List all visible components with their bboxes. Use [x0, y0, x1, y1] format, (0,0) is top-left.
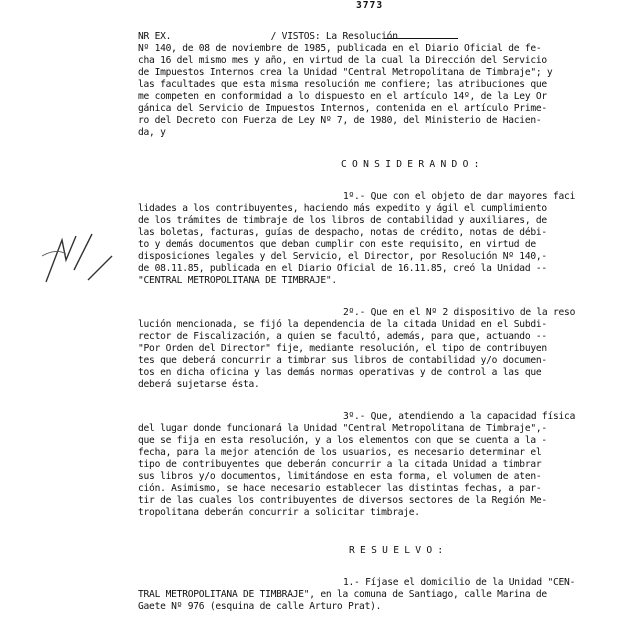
para1-line: de 08.11.85, publicada en el Diario Oficial de 16.11.85, creó la Unidad --	[138, 263, 547, 274]
para2-line: tos en dicha oficina y las demás normas operativas y de control a las que	[138, 367, 542, 378]
para3-line: ción. Asimismo, se hace necesario establecer las distintas fechas, a par-	[138, 483, 542, 494]
para2-line: 2º.- Que en el Nº 2 dispositivo de la reso	[343, 307, 576, 318]
para2-line: tes que deberá concurrir a timbrar sus libros de contabilidad y/o documen-	[138, 355, 547, 366]
para3-line: 3º.- Que, atendiendo a la capacidad física	[343, 411, 576, 422]
para3-line: del lugar donde funcionará la Unidad "Central Metropolitana de Timbraje",-	[138, 423, 547, 434]
para2-line: lución mencionada, se fijó la dependencia de la citada Unidad en el Subdi-	[138, 319, 547, 330]
header-line: NR EX. / VISTOS: La Resolución	[138, 31, 398, 42]
para1-line: 1º.- Que con el objeto de dar mayores faci	[343, 191, 576, 202]
para3-line: tipo de contribuyentes que deberán concurrir a la citada Unidad a timbrar	[138, 459, 542, 470]
para1-line: lidades a los contribuyentes, haciendo más expedito y ágil el cumplimiento	[138, 203, 547, 214]
header-line: gánica del Servicio de Impuestos Internos, contenida en el artículo Prime-	[138, 103, 547, 114]
para1-line: las boletas, facturas, guías de despacho, notas de crédito, notas de débi-	[138, 227, 547, 238]
header-line: me competen en conformidad a lo dispuesto en el artículo 14º, de la Ley Or	[138, 91, 547, 102]
header-line: Nº 140, de 08 de noviembre de 1985, publicada en el Diario Oficial de fe-	[138, 43, 542, 54]
resolution1-line: Gaete Nº 976 (esquina de calle Arturo Prat).	[138, 601, 382, 612]
header-line: cha 16 del mismo mes y año, en virtud de la cual la Dirección del Servicio	[138, 55, 547, 66]
para2-line: deberá sujetarse ésta.	[138, 379, 260, 390]
resuelvo-heading: R E S U E L V O :	[349, 545, 443, 556]
para3-line: sus libros y/o documentos, limitándose en esta forma, el volumen de aten-	[138, 471, 542, 482]
para3-line: tropolitana deberán concurrir a solicitar timbraje.	[138, 507, 420, 518]
header-line: ro del Decreto con Fuerza de Ley Nº 7, de 1980, del Ministerio de Hacien-	[138, 115, 542, 126]
para3-line: tir de las cuales los contribuyentes de diversos sectores de la Región Me-	[138, 495, 547, 506]
para1-line: "CENTRAL METROPOLITANA DE TIMBRAJE".	[138, 275, 337, 286]
para2-line: rector de Fiscalización, a quien se facultó, además, para que, actuando --	[138, 331, 547, 342]
para3-line: que se fija en esta resolución, y a los elementos con que se cuenta a la -	[138, 435, 547, 446]
header-line: de Impuestos Internos crea la Unidad "Central Metropolitana de Timbraje"; y	[138, 67, 553, 78]
resolution1-line: TRAL METROPOLITANA DE TIMBRAJE", en la comuna de Santiago, calle Marina de	[138, 589, 547, 600]
para1-line: disposiciones legales y del Servicio, el Director, por Resolución Nº 140,-	[138, 251, 547, 262]
para1-line: de los trámites de timbraje de los libros de contabilidad y auxiliares, de	[138, 215, 547, 226]
margin-signature-mark	[40, 226, 120, 286]
document-number: 3773	[356, 0, 384, 11]
resolution1-line: 1.- Fíjase el domicilio de la Unidad "CEN-	[343, 577, 576, 588]
para3-line: fecha, para la mejor atención de los usuarios, es necesario determinar el	[138, 447, 542, 458]
considerando-heading: C O N S I D E R A N D O :	[341, 159, 480, 170]
para1-line: to y demás documentos que deban cumplir con este requisito, en virtud de	[138, 239, 536, 250]
para2-line: "Por Orden del Director" fije, mediante resolución, el tipo de contribuyen	[138, 343, 547, 354]
header-line: da, y	[138, 127, 166, 138]
header-line: las facultades que esta misma resolución me confiere; las atribuciones que	[138, 79, 547, 90]
